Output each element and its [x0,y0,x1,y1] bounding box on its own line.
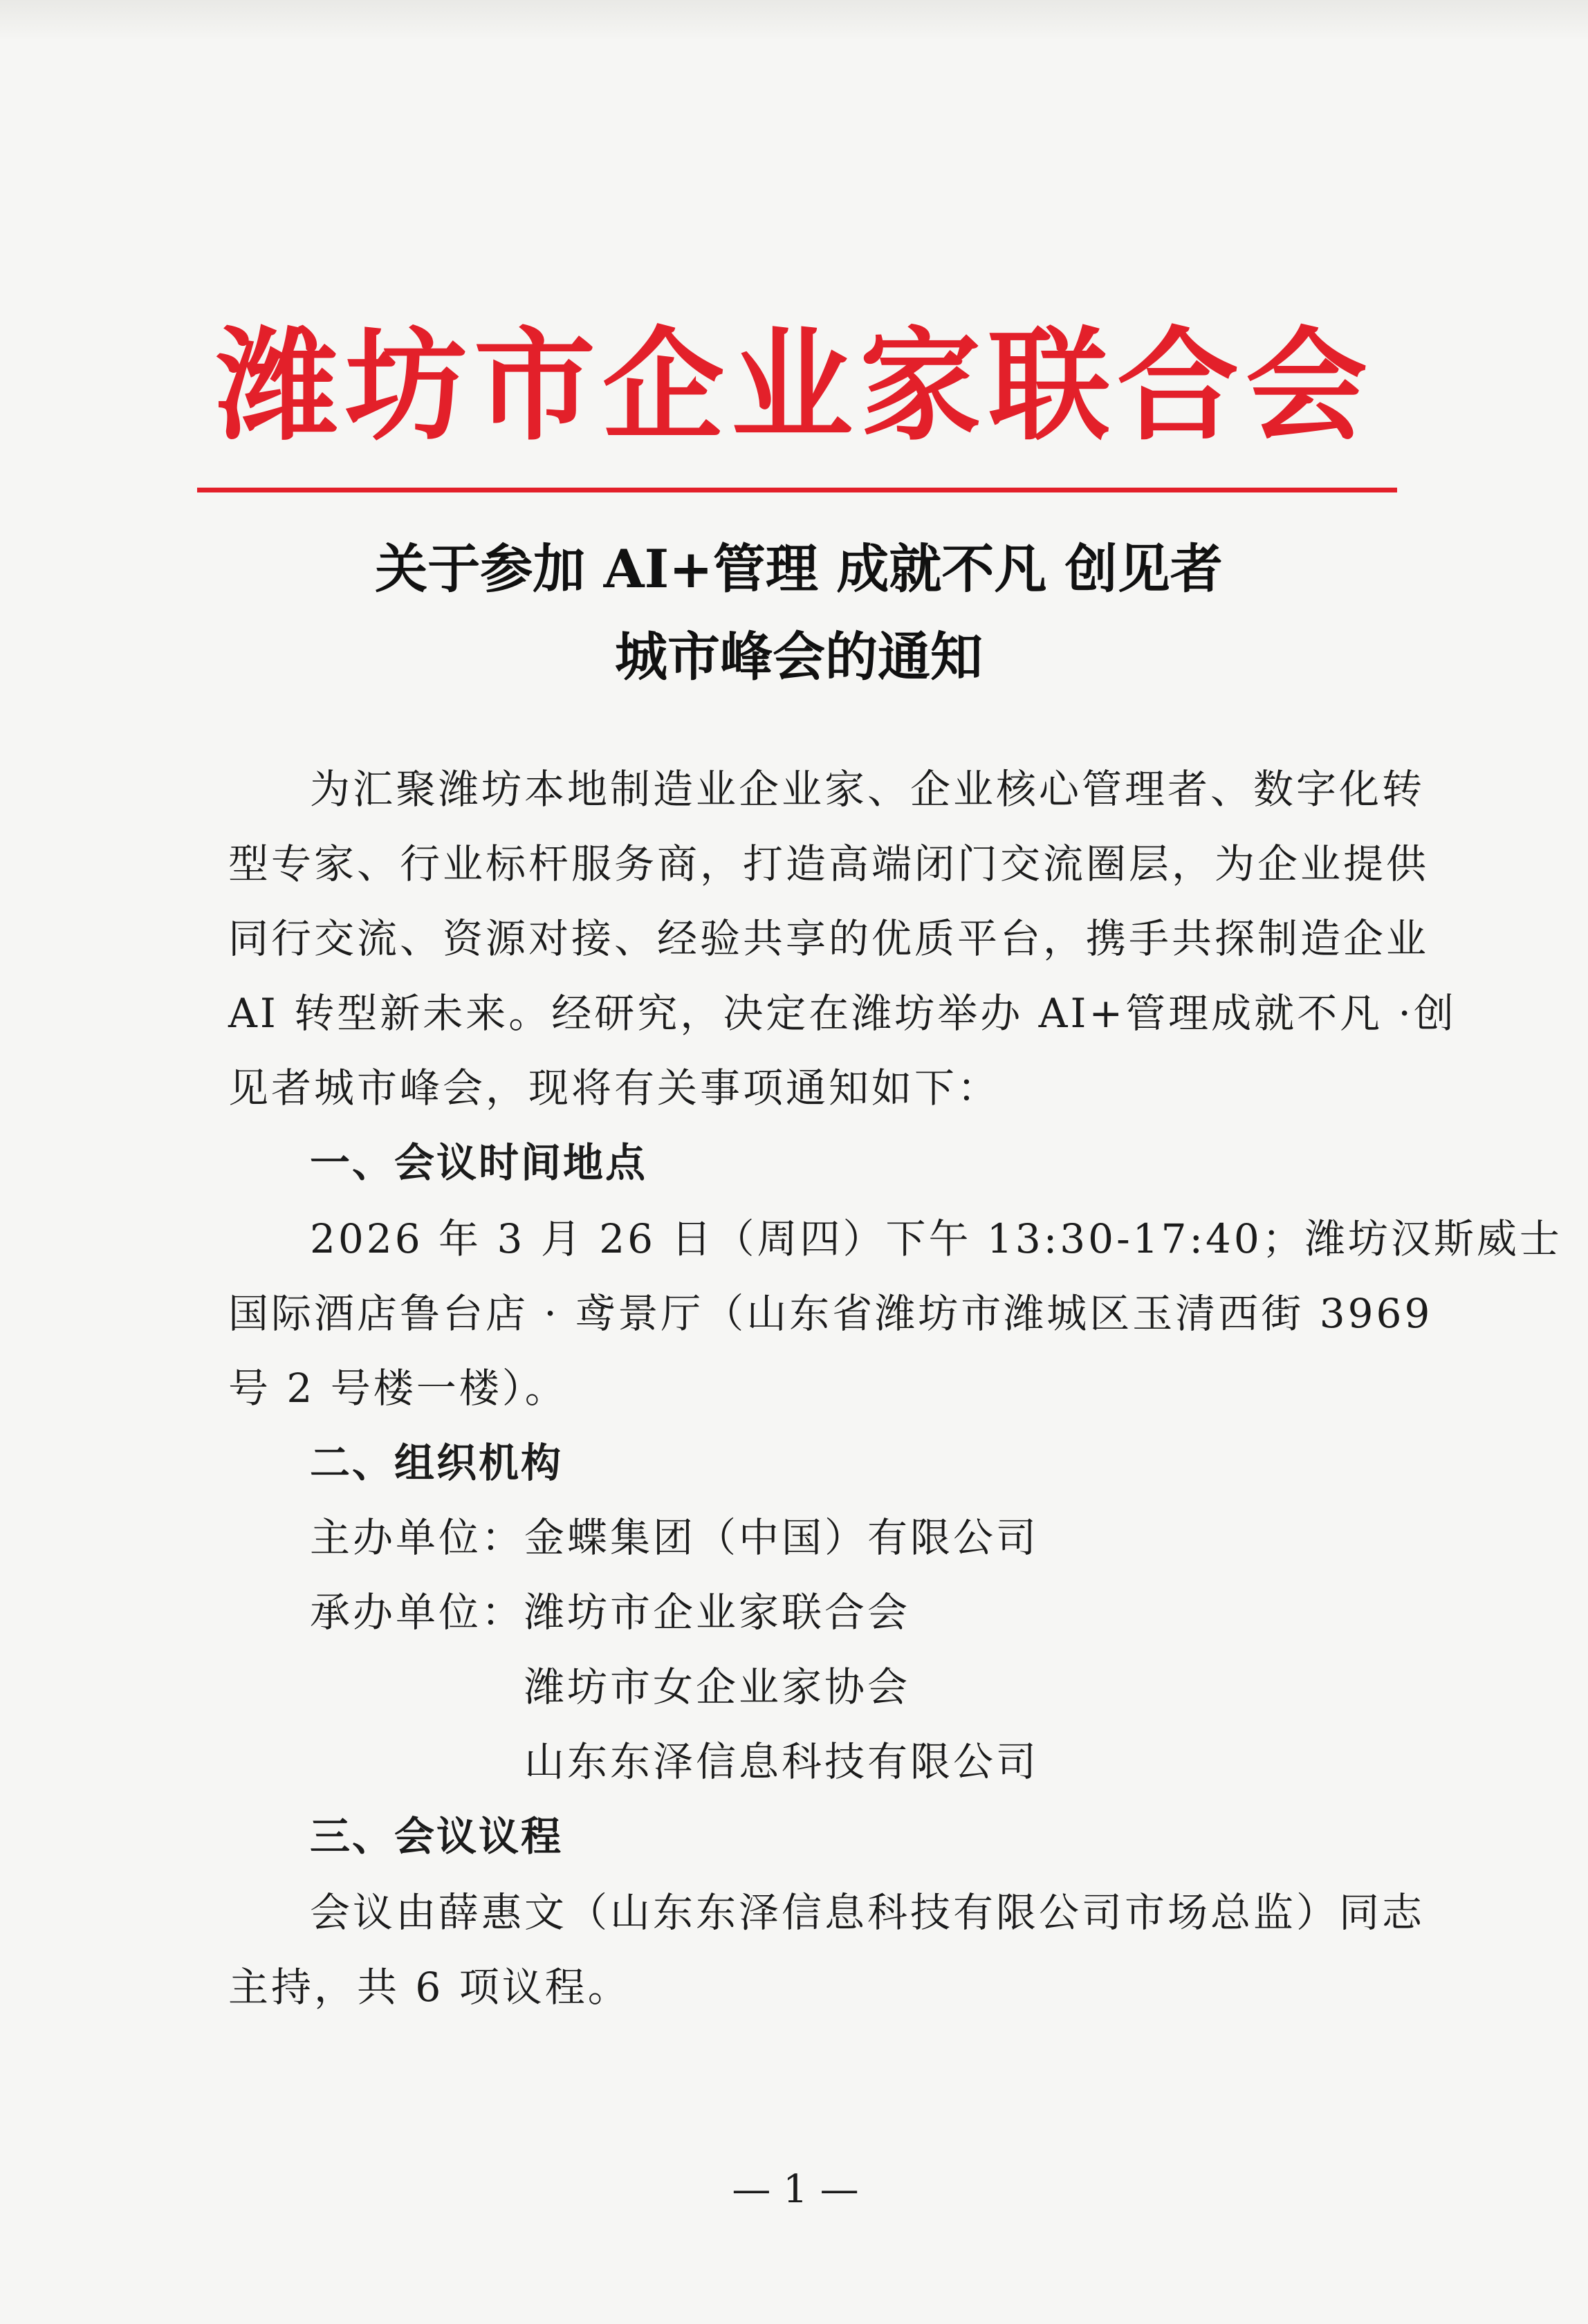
page-number: — 1 — [732,2167,859,2212]
host-label: 主办单位： [310,1514,525,1561]
section-heading-agenda: 三、会议议程 [310,1813,564,1860]
time-place-line-1: 2026 年 3 月 26 日（周四）下午 13:30-17:40；潍坊汉斯威士 [310,1215,1562,1262]
host-organization: 金蝶集团（中国）有限公司 [524,1514,1040,1561]
masthead-organization: 潍坊市企业家联合会 [216,314,1374,457]
agenda-line-1: 会议由薛惠文（山东东泽信息科技有限公司市场总监）同志 [310,1889,1425,1936]
document-title-line-1: 关于参加 AI+管理 成就不凡 创见者 [375,538,1223,600]
time-place-line-3: 号 2 号楼一楼）。 [228,1365,568,1412]
masthead-red-rule [197,488,1397,492]
intro-line-5: 见者城市峰会，现将有关事项通知如下： [228,1064,1001,1112]
co-organizer-2: 潍坊市女企业家协会 [524,1663,911,1710]
agenda-line-2: 主持，共 6 项议程。 [228,1964,631,2011]
co-organizer-label: 承办单位： [310,1589,525,1636]
page-top-shadow [0,0,1588,42]
time-place-line-2: 国际酒店鲁台店 · 鸢景厅（山东省潍坊市潍城区玉清西街 3969 [228,1290,1433,1337]
document-title-line-2: 城市峰会的通知 [615,626,983,688]
co-organizer-1: 潍坊市企业家联合会 [524,1589,911,1636]
intro-line-4: AI 转型新未来。经研究，决定在潍坊举办 AI+管理成就不凡 ·创 [228,990,1457,1037]
section-heading-organizers: 二、组织机构 [310,1439,564,1486]
intro-line-3: 同行交流、资源对接、经验共享的优质平台，携手共探制造企业 [228,915,1430,962]
co-organizer-3: 山东东泽信息科技有限公司 [524,1738,1040,1785]
intro-line-1: 为汇聚潍坊本地制造业企业家、企业核心管理者、数字化转 [310,766,1425,813]
intro-line-2: 型专家、行业标杆服务商，打造高端闭门交流圈层，为企业提供 [228,840,1430,887]
section-heading-time-place: 一、会议时间地点 [310,1139,648,1186]
